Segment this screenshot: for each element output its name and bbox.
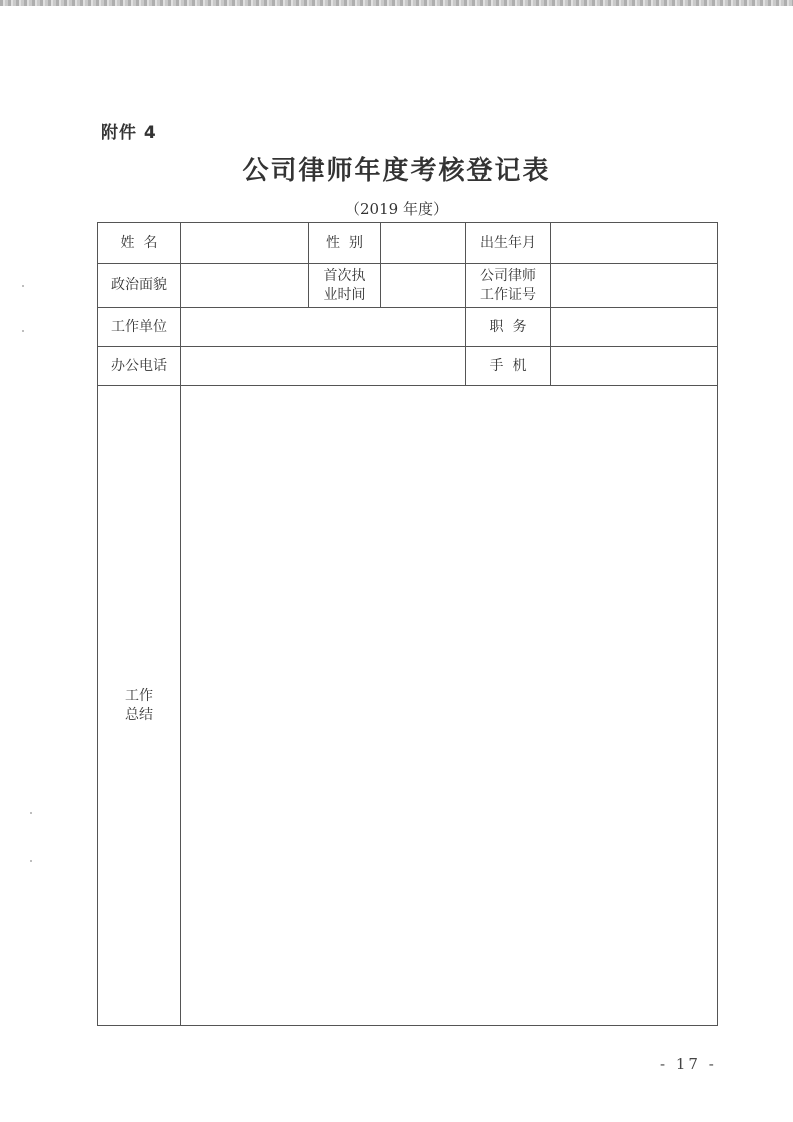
first-practice-label-line2: 业时间 — [323, 286, 366, 303]
certificate-field[interactable] — [551, 264, 718, 308]
mobile-field[interactable] — [551, 347, 718, 386]
work-summary-label-line1: 工作 — [125, 687, 153, 704]
gender-field[interactable] — [381, 223, 466, 264]
form-title: 公司律师年度考核登记表 — [242, 156, 551, 186]
office-phone-label: 办公电话 — [98, 347, 181, 386]
work-unit-label: 工作单位 — [98, 308, 181, 347]
table-row — [98, 386, 718, 1026]
political-status-field[interactable] — [181, 264, 309, 308]
mobile-label: 手 机 — [466, 347, 551, 386]
scan-speck — [30, 860, 32, 862]
table-row — [98, 264, 718, 308]
certificate-label — [466, 264, 551, 308]
position-label: 职 务 — [466, 308, 551, 347]
first-practice-field[interactable] — [381, 264, 466, 308]
work-summary-label — [98, 386, 181, 1026]
first-practice-label — [309, 264, 381, 308]
gender-label: 性 别 — [309, 223, 381, 264]
scan-speck — [22, 285, 24, 287]
name-label: 姓 名 — [98, 223, 181, 264]
office-phone-field[interactable] — [181, 347, 466, 386]
birth-field[interactable] — [551, 223, 718, 264]
table-row — [98, 347, 718, 386]
certificate-label-line2: 工作证号 — [480, 286, 536, 303]
birth-label: 出生年月 — [466, 223, 551, 264]
table-row — [98, 223, 718, 264]
work-summary-label-line2: 总结 — [125, 706, 153, 723]
political-status-label: 政治面貌 — [98, 264, 181, 308]
scan-top-edge — [0, 0, 793, 6]
first-practice-label-line1: 首次执 — [323, 267, 366, 284]
page-number: - 17 - — [660, 1055, 717, 1073]
name-field[interactable] — [181, 223, 309, 264]
table-row — [98, 308, 718, 347]
scan-speck — [30, 812, 32, 814]
certificate-label-line1: 公司律师 — [480, 267, 536, 284]
attachment-label: 附件 4 — [101, 123, 157, 143]
position-field[interactable] — [551, 308, 718, 347]
work-summary-field[interactable] — [181, 386, 718, 1026]
form-subtitle: （2019 年度） — [345, 200, 448, 218]
scan-speck — [22, 330, 24, 332]
registration-table — [97, 222, 718, 1026]
work-unit-field[interactable] — [181, 308, 466, 347]
